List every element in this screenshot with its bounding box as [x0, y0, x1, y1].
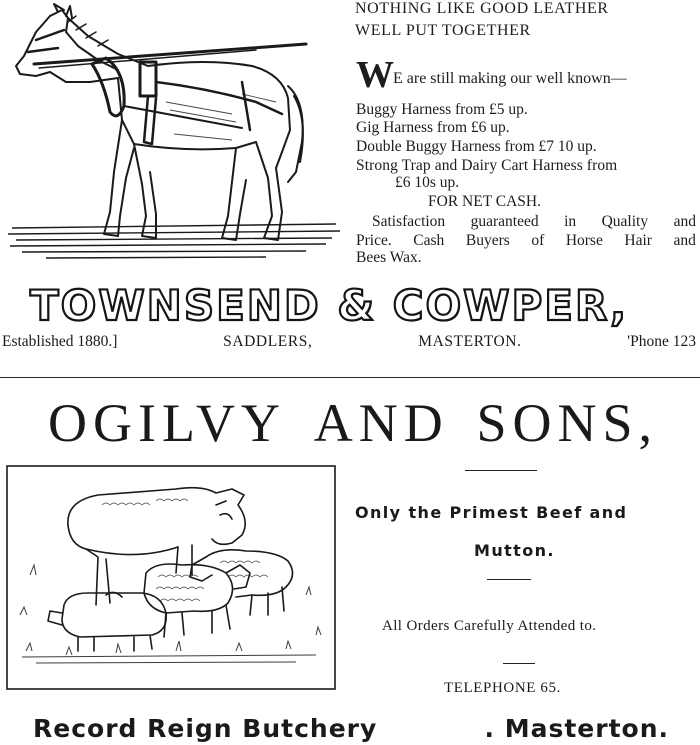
- guarantee-line-3: Bees Wax.: [356, 249, 422, 266]
- price-line: Buggy Harness from £5 up.: [356, 101, 528, 118]
- price-line: £6 10s up.: [395, 174, 460, 191]
- headline-line-1: NOTHING LIKE GOOD LEATHER: [355, 0, 609, 17]
- guarantee-word: Horse: [565, 232, 603, 249]
- intro-text: E are still making our well known—: [393, 70, 627, 87]
- saddlers-firm-name: TOWNSEND & COWPER,: [30, 281, 629, 330]
- short-rule: [465, 470, 537, 471]
- guarantee-word: of: [531, 232, 545, 249]
- guarantee-word: Price.: [356, 232, 392, 249]
- shop-town: . Masterton.: [484, 714, 669, 743]
- butcher-name-word: SONS,: [476, 393, 658, 453]
- headline-line-2: WELL PUT TOGETHER: [355, 22, 531, 39]
- shop-name: Record Reign Butchery: [33, 714, 378, 743]
- livestock-illustration-icon: [6, 465, 336, 690]
- telephone-number: TELEPHONE 65.: [444, 680, 561, 696]
- phone-number: 'Phone 123: [627, 333, 696, 350]
- butcher-name-word: AND: [313, 393, 449, 453]
- guarantee-word: guaranteed: [470, 213, 539, 230]
- guarantee-word: and: [673, 232, 696, 249]
- short-rule: [487, 579, 531, 580]
- payment-terms: FOR NET CASH.: [428, 193, 541, 210]
- slogan-line-2: Mutton.: [474, 541, 555, 560]
- established-date: Established 1880.]: [2, 333, 118, 350]
- guarantee-word: in: [564, 213, 577, 230]
- guarantee-word: Buyers: [465, 232, 510, 249]
- guarantee-line-2: [356, 232, 696, 249]
- guarantee-line-1: [356, 213, 696, 230]
- drop-cap-letter: W: [356, 54, 393, 96]
- short-rule: [503, 663, 535, 664]
- saddlers-footer: [2, 333, 696, 351]
- advert-divider: [0, 377, 700, 378]
- price-line: Double Buggy Harness from £7 10 up.: [356, 138, 597, 155]
- guarantee-word: and: [673, 213, 696, 230]
- intro-line: [356, 54, 627, 96]
- guarantee-word: Satisfaction: [372, 213, 446, 230]
- trade-label: SADDLERS,: [223, 333, 313, 350]
- price-line: Gig Harness from £6 up.: [356, 119, 510, 136]
- guarantee-word: Hair: [624, 232, 652, 249]
- butcher-firm-name: [48, 392, 658, 454]
- guarantee-word: Quality: [601, 213, 649, 230]
- town-label: MASTERTON.: [418, 333, 522, 350]
- butcher-name-word: OGILVY: [48, 393, 286, 453]
- slogan-line-1: Only the Primest Beef and: [355, 503, 628, 522]
- horse-harness-illustration-icon: [6, 2, 346, 270]
- butchery-shop-line: [33, 713, 669, 745]
- price-line: Strong Trap and Dairy Cart Harness from: [356, 157, 618, 174]
- guarantee-word: Cash: [413, 232, 445, 249]
- orders-note: All Orders Carefully Attended to.: [382, 618, 597, 634]
